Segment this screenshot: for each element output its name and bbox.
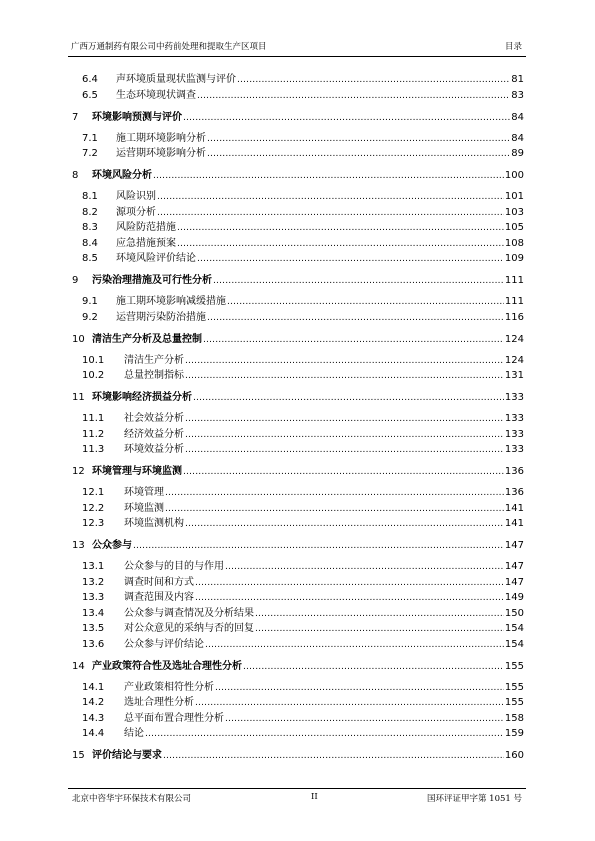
toc-entry-number: 13.1 — [82, 561, 105, 572]
toc-leader-dots — [243, 660, 504, 674]
toc-entry-page: 103 — [504, 206, 524, 218]
toc-entry-number: 8.3 — [82, 222, 98, 233]
toc-entry-page: 147 — [504, 576, 524, 588]
toc-entry[interactable] — [82, 517, 524, 531]
toc-entry-page: 81 — [511, 74, 524, 85]
toc-entry[interactable] — [82, 147, 524, 161]
toc-entry-page: 141 — [504, 502, 524, 514]
toc-entry-title: 公众参与 — [92, 540, 132, 551]
toc-entry-title: 风险防范措施 — [116, 222, 176, 233]
toc-entry-title: 环境影响预测与评价 — [92, 111, 182, 123]
toc-entry-title: 环境风险分析 — [92, 170, 152, 181]
toc-entry-number: 13.4 — [82, 607, 105, 619]
toc-leader-dots — [197, 89, 510, 103]
toc-entry-title: 环境管理与环境监测 — [92, 466, 182, 477]
toc-entry-title: 环境监测 — [124, 502, 164, 514]
toc-entry-title: 公众参与评价结论 — [124, 638, 204, 650]
toc-entry-number: 14 — [72, 660, 85, 672]
toc-entry-page: 141 — [504, 518, 524, 529]
toc-entry-page: 116 — [504, 311, 524, 323]
toc-entry-number: 11.1 — [82, 413, 105, 424]
toc-entry-title: 污染治理措施及可行性分析 — [92, 275, 212, 286]
toc-entry[interactable] — [72, 660, 524, 674]
toc-entry[interactable] — [82, 354, 524, 368]
toc-leader-dots — [185, 428, 504, 442]
toc-entry[interactable] — [82, 428, 524, 442]
toc-entry[interactable] — [82, 502, 524, 516]
footer-company: 北京中咨华宇环保技术有限公司 — [72, 794, 192, 804]
toc-leader-dots — [227, 295, 504, 309]
toc-entry-title: 环境效益分析 — [124, 444, 184, 455]
toc-entry-title: 选址合理性分析 — [124, 697, 194, 708]
toc-entry-number: 12.1 — [82, 487, 105, 498]
toc-leader-dots — [157, 190, 504, 204]
toc-entry-number: 11.3 — [82, 444, 105, 455]
toc-entry-title: 源项分析 — [116, 206, 156, 218]
toc-leader-dots — [207, 147, 510, 161]
toc-entry-title: 声环境质量现状监测与评价 — [116, 74, 236, 85]
toc-entry-page: 133 — [504, 428, 524, 440]
toc-entry[interactable] — [72, 539, 524, 553]
toc-entry-page: 131 — [504, 370, 524, 381]
toc-entry-page: 105 — [504, 222, 524, 233]
toc-entry-page: 150 — [504, 607, 524, 619]
toc-leader-dots — [163, 749, 504, 763]
toc-entry-page: 155 — [504, 660, 524, 672]
toc-entry-number: 14.2 — [82, 697, 105, 708]
toc-entry-page: 147 — [504, 561, 524, 572]
toc-entry-page: 101 — [504, 191, 524, 202]
toc-entry[interactable] — [82, 295, 524, 309]
toc-leader-dots — [195, 576, 504, 590]
toc-entry-page: 133 — [504, 413, 524, 424]
toc-entry-title: 环境监测机构 — [124, 518, 184, 529]
toc-entry-page: 83 — [511, 89, 524, 101]
toc-leader-dots — [133, 539, 504, 553]
header-project-title: 广西万通制药有限公司中药前处理和提取生产区项目 — [71, 42, 267, 52]
toc-entry-page: 89 — [511, 148, 524, 159]
toc-entry-title: 施工期环境影响减缓措施 — [116, 296, 226, 307]
toc-entry-title: 运营期环境影响分析 — [116, 148, 206, 159]
toc-leader-dots — [193, 391, 504, 405]
toc-entry-title: 产业政策符合性及选址合理性分析 — [92, 660, 242, 672]
toc-entry-page: 111 — [504, 275, 524, 286]
toc-entry-number: 13.2 — [82, 576, 105, 588]
toc-entry-page: 108 — [504, 237, 524, 249]
toc-entry[interactable] — [82, 369, 524, 383]
footer-rule — [68, 788, 526, 789]
toc-leader-dots — [207, 311, 504, 325]
toc-entry[interactable] — [82, 237, 524, 251]
toc-entry[interactable] — [72, 274, 524, 288]
toc-entry-title: 公众参与调查情况及分析结果 — [124, 607, 254, 619]
toc-entry[interactable] — [82, 443, 524, 457]
toc-entry-number: 13.6 — [82, 638, 105, 650]
toc-entry-number: 6.5 — [82, 89, 98, 101]
toc-entry-page: 159 — [504, 728, 524, 739]
toc-entry-number: 13 — [72, 540, 85, 551]
toc-leader-dots — [145, 727, 504, 741]
toc-entry-title: 调查范围及内容 — [124, 592, 194, 603]
toc-entry-title: 清洁生产分析 — [124, 354, 184, 366]
toc-entry-title: 调查时间和方式 — [124, 576, 194, 588]
toc-entry-page: 136 — [504, 487, 524, 498]
toc-leader-dots — [215, 681, 504, 695]
toc-entry-page: 124 — [504, 354, 524, 366]
toc-leader-dots — [183, 111, 510, 125]
toc-entry-number: 7 — [72, 111, 79, 123]
toc-leader-dots — [205, 638, 504, 652]
toc-entry[interactable] — [82, 311, 524, 325]
toc-entry-number: 6.4 — [82, 74, 98, 85]
toc-entry-number: 12.3 — [82, 518, 105, 529]
toc-entry-title: 清洁生产分析及总量控制 — [92, 333, 202, 345]
toc-entry-title: 应急措施预案 — [116, 237, 176, 249]
toc-entry-number: 8 — [72, 170, 79, 181]
toc-entry[interactable] — [82, 576, 524, 590]
toc-entry-page: 155 — [504, 697, 524, 708]
toc-leader-dots — [165, 502, 504, 516]
toc-entry-title: 风险识别 — [116, 191, 156, 202]
toc-entry[interactable] — [82, 607, 524, 621]
toc-leader-dots — [195, 696, 504, 710]
toc-entry[interactable] — [82, 252, 524, 266]
toc-entry-page: 133 — [504, 444, 524, 455]
toc-entry-title: 总平面布置合理性分析 — [124, 712, 224, 724]
toc-entry[interactable] — [72, 111, 524, 125]
toc-leader-dots — [255, 607, 504, 621]
toc-entry-title: 产业政策相符性分析 — [124, 681, 214, 693]
toc-entry[interactable] — [82, 486, 524, 500]
toc-entry-number: 13.5 — [82, 623, 105, 634]
toc-entry-page: 109 — [504, 253, 524, 264]
toc-entry[interactable] — [72, 391, 524, 405]
toc-entry-number: 9 — [72, 275, 79, 286]
toc-entry[interactable] — [82, 73, 524, 87]
toc-entry[interactable] — [82, 681, 524, 695]
toc-entry-page: 100 — [504, 170, 524, 181]
toc-entry-page: 155 — [504, 681, 524, 693]
toc-entry-number: 12.2 — [82, 502, 105, 514]
toc-entry-title: 环境风险评价结论 — [116, 253, 196, 264]
toc-leader-dots — [185, 354, 504, 368]
toc-entry-title: 环境影响经济损益分析 — [92, 392, 192, 403]
toc-entry-page: 154 — [504, 638, 524, 650]
toc-entry-page: 84 — [511, 132, 524, 144]
page-footer — [68, 792, 526, 806]
toc-entry[interactable] — [72, 465, 524, 479]
toc-leader-dots — [197, 252, 504, 266]
toc-leader-dots — [177, 237, 504, 251]
toc-entry-number: 7.2 — [82, 148, 98, 159]
toc-entry-number: 11.2 — [82, 428, 105, 440]
toc-entry-title: 生态环境现状调查 — [116, 89, 196, 101]
toc-entry[interactable] — [82, 221, 524, 235]
toc-leader-dots — [153, 169, 504, 183]
toc-leader-dots — [183, 465, 504, 479]
toc-leader-dots — [185, 412, 504, 426]
toc-entry-number: 9.2 — [82, 311, 98, 323]
toc-leader-dots — [213, 274, 504, 288]
toc-entry-page: 84 — [511, 111, 524, 123]
toc-entry-title: 社会效益分析 — [124, 413, 184, 424]
toc-entry-title: 对公众意见的采纳与否的回复 — [124, 623, 254, 634]
toc-leader-dots — [225, 560, 504, 574]
toc-entry[interactable] — [82, 190, 524, 204]
toc-entry-number: 8.2 — [82, 206, 98, 218]
toc-entry-title: 结论 — [124, 728, 144, 739]
toc-entry-page: 124 — [504, 333, 524, 345]
toc-leader-dots — [185, 517, 504, 531]
toc-entry-page: 158 — [504, 712, 524, 724]
toc-entry-page: 149 — [504, 592, 524, 603]
toc-entry-title: 公众参与的目的与作用 — [124, 561, 224, 572]
toc-leader-dots — [165, 486, 504, 500]
toc-entry-number: 15 — [72, 750, 85, 761]
toc-entry-number: 9.1 — [82, 296, 98, 307]
toc-entry-page: 147 — [504, 540, 524, 551]
toc-entry-page: 160 — [504, 750, 524, 761]
toc-entry-number: 14.3 — [82, 712, 105, 724]
toc-entry-title: 环境管理 — [124, 487, 164, 498]
toc-entry-title: 运营期污染防治措施 — [116, 311, 206, 323]
toc-entry[interactable] — [82, 727, 524, 741]
toc-entry-number: 11 — [72, 392, 85, 403]
toc-entry-number: 14.4 — [82, 728, 105, 739]
toc-entry-number: 10 — [72, 333, 85, 345]
toc-entry-number: 14.1 — [82, 681, 105, 693]
toc-entry-title: 总量控制指标 — [124, 370, 184, 381]
toc-leader-dots — [185, 369, 504, 383]
header-section-label: 目录 — [504, 42, 522, 52]
toc-leader-dots — [207, 132, 510, 146]
toc-entry[interactable] — [82, 622, 524, 636]
toc-entry[interactable] — [82, 132, 524, 146]
toc-entry[interactable] — [82, 412, 524, 426]
toc-entry-number: 8.5 — [82, 253, 98, 264]
toc-leader-dots — [185, 443, 504, 457]
toc-leader-dots — [203, 333, 504, 347]
toc-entry[interactable] — [72, 749, 524, 763]
toc-entry-number: 12 — [72, 466, 85, 477]
toc-leader-dots — [195, 591, 504, 605]
toc-leader-dots — [177, 221, 504, 235]
toc-entry-number: 8.4 — [82, 237, 98, 249]
toc-entry-number: 10.2 — [82, 370, 105, 381]
toc-entry-title: 评价结论与要求 — [92, 750, 162, 761]
footer-license: 国环评证甲字第 1051 号 — [426, 794, 522, 804]
toc-entry-page: 111 — [504, 296, 524, 307]
toc-entry[interactable] — [82, 206, 524, 220]
footer-page-number: II — [311, 792, 318, 802]
toc-entry-number: 7.1 — [82, 132, 98, 144]
toc-entry[interactable] — [82, 696, 524, 710]
toc-entry[interactable] — [82, 712, 524, 726]
toc-leader-dots — [157, 206, 504, 220]
toc-entry-number: 13.3 — [82, 592, 105, 603]
toc-entry[interactable] — [82, 591, 524, 605]
toc-entry-page: 154 — [504, 623, 524, 634]
toc-entry-page: 133 — [504, 392, 524, 403]
toc-leader-dots — [255, 622, 504, 636]
toc-entry-title: 经济效益分析 — [124, 428, 184, 440]
toc-entry[interactable] — [72, 333, 524, 347]
toc-entry-number: 8.1 — [82, 191, 98, 202]
toc-leader-dots — [237, 73, 510, 87]
toc-entry[interactable] — [82, 638, 524, 652]
toc-entry[interactable] — [72, 169, 524, 183]
toc-entry[interactable] — [82, 560, 524, 574]
toc-entry-page: 136 — [504, 466, 524, 477]
toc-entry[interactable] — [82, 89, 524, 103]
toc-entry-number: 10.1 — [82, 354, 105, 366]
toc-leader-dots — [225, 712, 504, 726]
toc-entry-title: 施工期环境影响分析 — [116, 132, 206, 144]
